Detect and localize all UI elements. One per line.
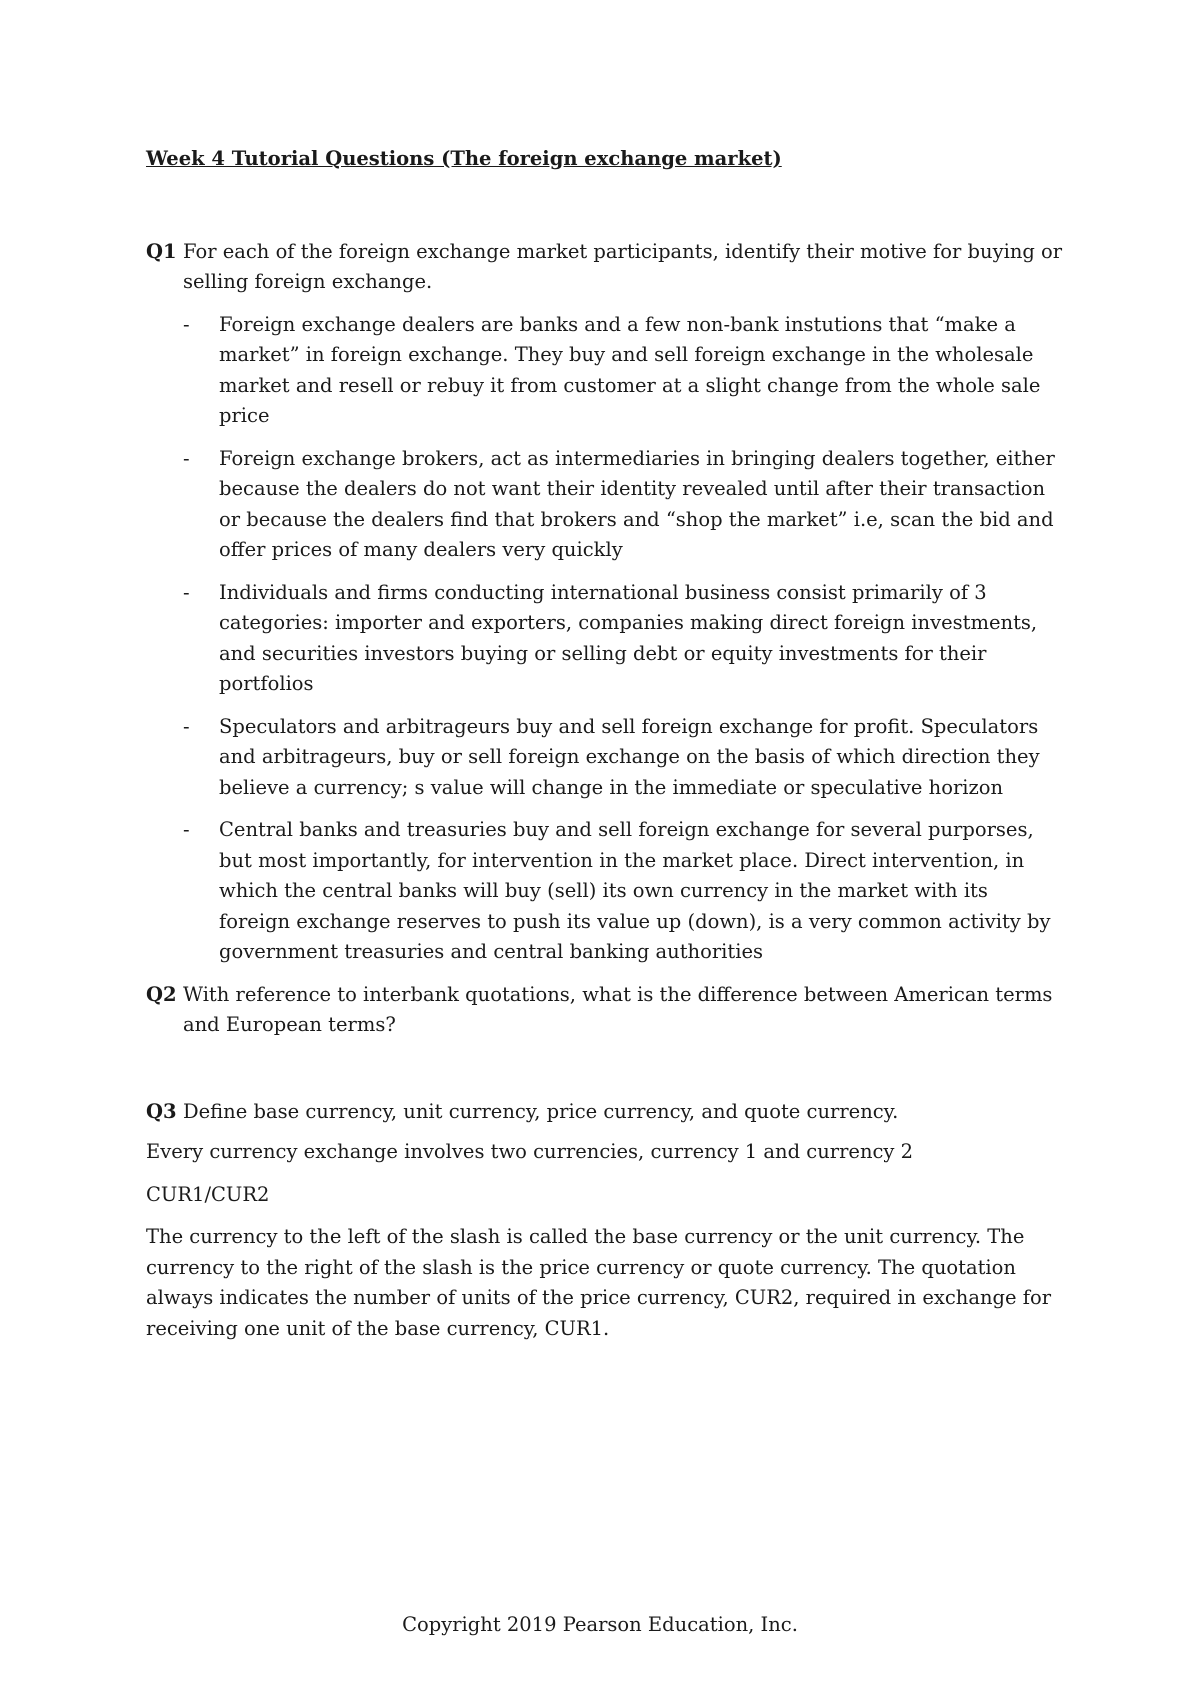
question-3-answer-paragraph: The currency to the left of the slash is called the base currency or the unit currency. The currency to the right of the slash is the price currency or quote currency. The quotation always indicates the number of units of the price currency, CUR2, required in exchange for receiving one unit of the base currency, CUR1. xyxy=(146,1225,1052,1340)
list-item-text: Foreign exchange dealers are banks and a few non-bank instutions that “make a market” in foreign exchange. They buy and sell foreign exchange in the wholesale market and resell or rebuy it from customer at a slight change from the whole sale price xyxy=(219,312,1041,427)
question-3-answer-line-2: CUR1/CUR2 xyxy=(146,1182,270,1206)
bullet-dash: - xyxy=(183,312,190,336)
document-body xyxy=(146,144,1064,1356)
question-1-label: Q1 xyxy=(146,239,177,263)
list-item xyxy=(183,578,1064,700)
question-1-text: For each of the foreign exchange market participants, identify their motive for buying or selling foreign exchange. xyxy=(183,239,1063,293)
bullet-dash: - xyxy=(183,818,190,841)
bullet-dash: - xyxy=(183,580,190,604)
list-item-text: Individuals and firms conducting international business consist primarily of 3 categories: importer and exporters, companies making direct foreign investments, and securities investors buying or selling debt or equity investments for their portfolios xyxy=(219,580,1038,695)
question-1-answer-list xyxy=(146,310,1064,968)
question-2 xyxy=(146,980,1064,1041)
question-3-text: Define base currency, unit currency, price currency, and quote currency. xyxy=(183,1099,899,1123)
list-item xyxy=(183,712,1064,804)
list-item-text: Foreign exchange brokers, act as intermediaries in bringing dealers together, either because the dealers do not want their identity revealed until after their transaction or because the dealers find that brokers and “shop the market” i.e, scan the bid and offer prices of many dealers very quickly xyxy=(219,446,1055,561)
question-3-answer-line-1: Every currency exchange involves two currencies, currency 1 and currency 2 xyxy=(146,1140,914,1163)
list-item-text: Speculators and arbitrageurs buy and sell foreign exchange for profit. Speculators and arbitrageurs, buy or sell foreign exchange on the basis of which direction they believe a currency; s value will change in the immediate or speculative horizon xyxy=(219,714,1040,799)
list-item xyxy=(183,444,1064,566)
bullet-dash: - xyxy=(183,714,190,738)
question-1 xyxy=(146,237,1064,298)
document-title: Week 4 Tutorial Questions (The foreign exchange market) xyxy=(146,147,782,170)
question-2-label: Q2 xyxy=(146,982,177,1006)
bullet-dash: - xyxy=(183,446,190,470)
list-item xyxy=(183,310,1064,432)
list-item xyxy=(183,815,1064,968)
question-3-label: Q3 xyxy=(146,1099,177,1123)
page-footer: Copyright 2019 Pearson Education, Inc. xyxy=(402,1613,798,1636)
list-item-text: Central banks and treasuries buy and sell foreign exchange for several purporses, but most importantly, for intervention in the market place. Direct intervention, in which the central banks will buy (sell) its own currency in the market with its foreign exchange reserves to push its value up (down), is a very common activity by government treasuries and central banking authorities xyxy=(219,818,1051,963)
question-3 xyxy=(146,1097,1064,1128)
question-2-text: With reference to interbank quotations, what is the difference between American terms and European terms? xyxy=(183,982,1053,1036)
